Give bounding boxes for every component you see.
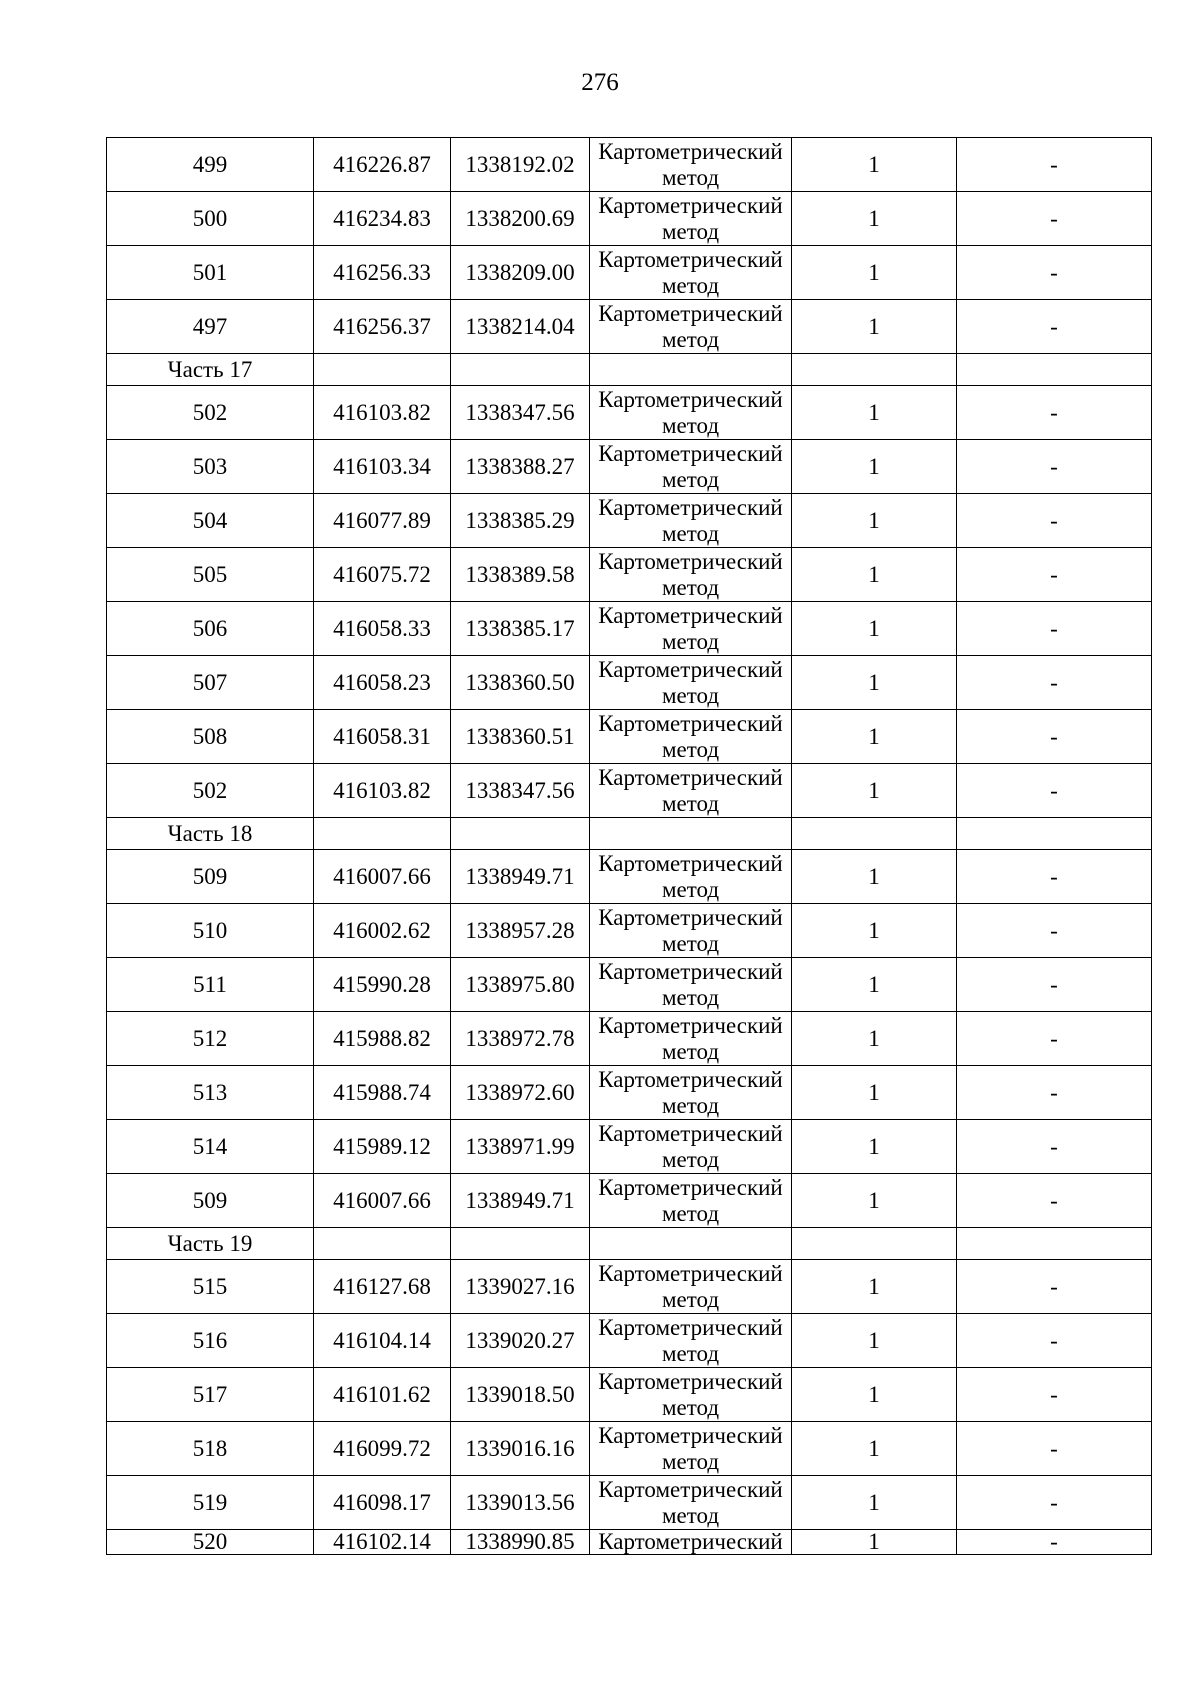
empty-cell <box>792 1228 957 1260</box>
empty-cell <box>792 354 957 386</box>
method-line2: метод <box>661 164 720 190</box>
coordinate-x: 416058.33 <box>314 602 451 656</box>
coordinate-x: 416002.62 <box>314 904 451 958</box>
method-cell <box>590 1368 792 1422</box>
coordinate-x: 416103.34 <box>314 440 451 494</box>
accuracy: 1 <box>792 1476 957 1530</box>
method-cell <box>590 440 792 494</box>
accuracy: 1 <box>792 1314 957 1368</box>
description: - <box>957 1422 1152 1476</box>
method-line2: метод <box>661 466 720 492</box>
table-row <box>107 764 1152 818</box>
coordinate-x: 416101.62 <box>314 1368 451 1422</box>
table-row <box>107 958 1152 1012</box>
coordinates-table <box>106 137 1152 1555</box>
method-line1: Картометрический <box>598 1422 783 1448</box>
point-number: 520 <box>107 1530 314 1555</box>
part-header-row <box>107 1228 1152 1260</box>
table-row <box>107 1530 1152 1555</box>
coordinate-y: 1338347.56 <box>451 764 590 818</box>
coordinate-y: 1338347.56 <box>451 386 590 440</box>
description: - <box>957 440 1152 494</box>
method-cell <box>590 192 792 246</box>
method-cell <box>590 548 792 602</box>
point-number: 505 <box>107 548 314 602</box>
description: - <box>957 904 1152 958</box>
table-row <box>107 1260 1152 1314</box>
method-cell <box>590 904 792 958</box>
accuracy: 1 <box>792 300 957 354</box>
point-number: 516 <box>107 1314 314 1368</box>
coordinate-y: 1339027.16 <box>451 1260 590 1314</box>
table-row <box>107 300 1152 354</box>
table-row <box>107 1314 1152 1368</box>
point-number: 506 <box>107 602 314 656</box>
method-cell <box>590 1012 792 1066</box>
point-number: 517 <box>107 1368 314 1422</box>
description: - <box>957 1174 1152 1228</box>
method-line1: Картометрический <box>598 548 783 574</box>
coordinate-x: 416234.83 <box>314 192 451 246</box>
method-line2: метод <box>661 628 720 654</box>
coordinate-x: 415990.28 <box>314 958 451 1012</box>
method-cell <box>590 300 792 354</box>
empty-cell <box>314 1228 451 1260</box>
description: - <box>957 1530 1152 1555</box>
empty-cell <box>957 1228 1152 1260</box>
description: - <box>957 548 1152 602</box>
method-line2: метод <box>661 412 720 438</box>
method-line2: метод <box>661 1092 720 1118</box>
method-line2: метод <box>661 1394 720 1420</box>
coordinate-x: 415988.82 <box>314 1012 451 1066</box>
accuracy: 1 <box>792 602 957 656</box>
accuracy: 1 <box>792 1120 957 1174</box>
table-row <box>107 1012 1152 1066</box>
coordinate-x: 416102.14 <box>314 1530 451 1555</box>
point-number: 500 <box>107 192 314 246</box>
method-line2: метод <box>661 984 720 1010</box>
method-cell <box>590 850 792 904</box>
method-cell <box>590 958 792 1012</box>
table-row <box>107 710 1152 764</box>
table-row <box>107 246 1152 300</box>
method-line1: Картометрический <box>598 1368 783 1394</box>
table-row <box>107 1368 1152 1422</box>
accuracy: 1 <box>792 850 957 904</box>
coordinate-x: 416099.72 <box>314 1422 451 1476</box>
coordinate-y: 1339013.56 <box>451 1476 590 1530</box>
method-line1: Картометрический <box>598 386 783 412</box>
coordinate-y: 1338975.80 <box>451 958 590 1012</box>
method-line2: метод <box>661 1286 720 1312</box>
method-line2: метод <box>661 876 720 902</box>
coordinate-x: 416077.89 <box>314 494 451 548</box>
method-cell <box>590 764 792 818</box>
empty-cell <box>957 354 1152 386</box>
method-line1: Картометрический <box>598 1476 783 1502</box>
point-number: 507 <box>107 656 314 710</box>
coordinate-x: 416256.33 <box>314 246 451 300</box>
coordinate-y: 1338949.71 <box>451 850 590 904</box>
description: - <box>957 850 1152 904</box>
description: - <box>957 764 1152 818</box>
method-cell <box>590 386 792 440</box>
point-number: 514 <box>107 1120 314 1174</box>
coordinate-y: 1338957.28 <box>451 904 590 958</box>
method-line1: Картометрический <box>598 1120 783 1146</box>
empty-cell <box>957 818 1152 850</box>
empty-cell <box>590 818 792 850</box>
method-line1: Картометрический <box>598 602 783 628</box>
description: - <box>957 710 1152 764</box>
point-number: 508 <box>107 710 314 764</box>
method-cell <box>590 1066 792 1120</box>
method-line1: Картометрический <box>598 440 783 466</box>
part-header-row <box>107 354 1152 386</box>
description: - <box>957 1368 1152 1422</box>
table-row <box>107 602 1152 656</box>
method-cell <box>590 602 792 656</box>
accuracy: 1 <box>792 386 957 440</box>
description: - <box>957 958 1152 1012</box>
page-number: 276 <box>581 69 619 96</box>
method-cell <box>590 1476 792 1530</box>
part-header-row <box>107 818 1152 850</box>
accuracy: 1 <box>792 1174 957 1228</box>
coordinate-x: 416058.31 <box>314 710 451 764</box>
method-cell <box>590 138 792 192</box>
method-cell <box>590 1530 792 1555</box>
method-cell <box>590 494 792 548</box>
table-row <box>107 1422 1152 1476</box>
coordinate-y: 1338360.51 <box>451 710 590 764</box>
point-number: 519 <box>107 1476 314 1530</box>
coordinate-y: 1339018.50 <box>451 1368 590 1422</box>
table-row <box>107 1120 1152 1174</box>
method-line2: метод <box>661 1448 720 1474</box>
point-number: 501 <box>107 246 314 300</box>
coordinate-x: 416104.14 <box>314 1314 451 1368</box>
table-row <box>107 1066 1152 1120</box>
point-number: 499 <box>107 138 314 192</box>
empty-cell <box>451 818 590 850</box>
point-number: 509 <box>107 1174 314 1228</box>
accuracy: 1 <box>792 1530 957 1555</box>
coordinate-x: 416075.72 <box>314 548 451 602</box>
coordinate-x: 416058.23 <box>314 656 451 710</box>
point-number: 502 <box>107 764 314 818</box>
point-number: 503 <box>107 440 314 494</box>
coordinate-y: 1339016.16 <box>451 1422 590 1476</box>
description: - <box>957 494 1152 548</box>
point-number: 518 <box>107 1422 314 1476</box>
table-row <box>107 1476 1152 1530</box>
coordinate-x: 416103.82 <box>314 386 451 440</box>
point-number: 512 <box>107 1012 314 1066</box>
accuracy: 1 <box>792 1260 957 1314</box>
method-line1: Картометрический <box>598 1314 783 1340</box>
coordinate-y: 1338972.78 <box>451 1012 590 1066</box>
description: - <box>957 602 1152 656</box>
method-cell <box>590 1174 792 1228</box>
method-line2: метод <box>661 1502 720 1528</box>
accuracy: 1 <box>792 246 957 300</box>
method-line1: Картометрический <box>598 656 783 682</box>
point-number: 511 <box>107 958 314 1012</box>
part-label: Часть 19 <box>107 1228 314 1260</box>
method-line2: метод <box>661 218 720 244</box>
coordinates-table-body <box>107 138 1152 1555</box>
table-row <box>107 192 1152 246</box>
table-row <box>107 386 1152 440</box>
coordinate-y: 1338385.29 <box>451 494 590 548</box>
description: - <box>957 192 1152 246</box>
method-line1: Картометрический <box>598 246 783 272</box>
method-line2: метод <box>661 1038 720 1064</box>
accuracy: 1 <box>792 656 957 710</box>
coordinate-y: 1338214.04 <box>451 300 590 354</box>
accuracy: 1 <box>792 710 957 764</box>
empty-cell <box>451 1228 590 1260</box>
coordinate-y: 1338388.27 <box>451 440 590 494</box>
method-cell <box>590 246 792 300</box>
coordinate-y: 1338200.69 <box>451 192 590 246</box>
coordinate-y: 1338192.02 <box>451 138 590 192</box>
point-number: 497 <box>107 300 314 354</box>
method-cell <box>590 1422 792 1476</box>
empty-cell <box>590 354 792 386</box>
table-row <box>107 904 1152 958</box>
empty-cell <box>451 354 590 386</box>
coordinate-x: 416127.68 <box>314 1260 451 1314</box>
method-line1: Картометрический <box>598 1174 783 1200</box>
description: - <box>957 656 1152 710</box>
accuracy: 1 <box>792 192 957 246</box>
description: - <box>957 1012 1152 1066</box>
method-line1: Картометрический <box>598 710 783 736</box>
empty-cell <box>314 818 451 850</box>
accuracy: 1 <box>792 1066 957 1120</box>
coordinate-y: 1338209.00 <box>451 246 590 300</box>
accuracy: 1 <box>792 764 957 818</box>
coordinate-y: 1338385.17 <box>451 602 590 656</box>
method-line1: Картометрический <box>598 764 783 790</box>
method-line2: метод <box>661 930 720 956</box>
coordinate-x: 416103.82 <box>314 764 451 818</box>
method-line1: Картометрический <box>598 904 783 930</box>
description: - <box>957 1314 1152 1368</box>
coordinate-y: 1338972.60 <box>451 1066 590 1120</box>
point-number: 513 <box>107 1066 314 1120</box>
accuracy: 1 <box>792 1368 957 1422</box>
part-label: Часть 18 <box>107 818 314 850</box>
method-line2: метод <box>661 272 720 298</box>
table-row <box>107 656 1152 710</box>
accuracy: 1 <box>792 1012 957 1066</box>
description: - <box>957 1476 1152 1530</box>
method-line1: Картометрический <box>598 958 783 984</box>
accuracy: 1 <box>792 494 957 548</box>
description: - <box>957 1260 1152 1314</box>
method-line2: метод <box>661 682 720 708</box>
method-line2: метод <box>661 574 720 600</box>
method-cell <box>590 1314 792 1368</box>
accuracy: 1 <box>792 548 957 602</box>
coordinate-y: 1338949.71 <box>451 1174 590 1228</box>
method-line1: Картометрический <box>598 138 783 164</box>
description: - <box>957 386 1152 440</box>
method-line1: Картометрический <box>598 192 783 218</box>
table-row <box>107 494 1152 548</box>
point-number: 502 <box>107 386 314 440</box>
table-row <box>107 138 1152 192</box>
point-number: 509 <box>107 850 314 904</box>
table-row <box>107 440 1152 494</box>
accuracy: 1 <box>792 904 957 958</box>
coordinate-x: 416007.66 <box>314 1174 451 1228</box>
method-line2: метод <box>661 326 720 352</box>
coordinate-x: 415989.12 <box>314 1120 451 1174</box>
point-number: 515 <box>107 1260 314 1314</box>
accuracy: 1 <box>792 138 957 192</box>
method-line2: метод <box>661 1146 720 1172</box>
coordinate-y: 1338971.99 <box>451 1120 590 1174</box>
method-line1: Картометрический <box>598 494 783 520</box>
description: - <box>957 246 1152 300</box>
description: - <box>957 1066 1152 1120</box>
coordinate-y: 1338360.50 <box>451 656 590 710</box>
table-row <box>107 548 1152 602</box>
accuracy: 1 <box>792 958 957 1012</box>
coordinate-x: 416256.37 <box>314 300 451 354</box>
table-row <box>107 850 1152 904</box>
point-number: 504 <box>107 494 314 548</box>
coordinate-x: 416007.66 <box>314 850 451 904</box>
method-cell <box>590 1260 792 1314</box>
description: - <box>957 300 1152 354</box>
method-line1: Картометрический <box>598 850 783 876</box>
method-line2: метод <box>661 1200 720 1226</box>
description: - <box>957 1120 1152 1174</box>
method-line1: Картометрический <box>598 1260 783 1286</box>
coordinate-x: 415988.74 <box>314 1066 451 1120</box>
method-line2: метод <box>661 1340 720 1366</box>
coordinate-x: 416098.17 <box>314 1476 451 1530</box>
description: - <box>957 138 1152 192</box>
accuracy: 1 <box>792 1422 957 1476</box>
point-number: 510 <box>107 904 314 958</box>
empty-cell <box>792 818 957 850</box>
empty-cell <box>314 354 451 386</box>
method-line1: Картометрический <box>598 300 783 326</box>
accuracy: 1 <box>792 440 957 494</box>
coordinate-y: 1338389.58 <box>451 548 590 602</box>
method-line1: Картометрический <box>598 1066 783 1092</box>
method-line1: Картометрический <box>598 1529 783 1554</box>
method-cell <box>590 1120 792 1174</box>
coordinate-y: 1339020.27 <box>451 1314 590 1368</box>
part-label: Часть 17 <box>107 354 314 386</box>
coordinate-x: 416226.87 <box>314 138 451 192</box>
method-cell <box>590 656 792 710</box>
method-cell <box>590 710 792 764</box>
method-line2: метод <box>661 736 720 762</box>
method-line1: Картометрический <box>598 1012 783 1038</box>
method-line2: метод <box>661 790 720 816</box>
empty-cell <box>590 1228 792 1260</box>
table-row <box>107 1174 1152 1228</box>
coordinate-y: 1338990.85 <box>451 1530 590 1555</box>
method-line2: метод <box>661 520 720 546</box>
